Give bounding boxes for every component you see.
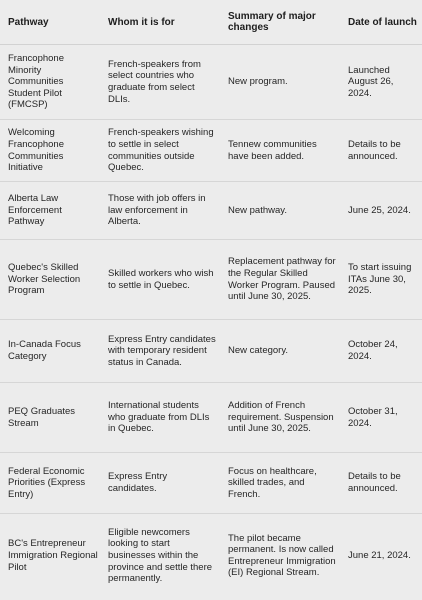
cell-summary: Focus on healthcare, skilled trades, and French. xyxy=(222,453,342,514)
cell-date: October 24, 2024. xyxy=(342,320,422,383)
cell-whom: Skilled workers who wish to settle in Quebec. xyxy=(102,240,222,320)
table-header xyxy=(0,0,422,45)
cell-whom: Express Entry candidates. xyxy=(102,453,222,514)
table-row xyxy=(0,120,422,182)
table-row xyxy=(0,182,422,240)
cell-whom: Express Entry candidates with temporary resident status in Canada. xyxy=(102,320,222,383)
header-whom: Whom it is for xyxy=(102,0,222,45)
table-row xyxy=(0,453,422,514)
cell-whom: French-speakers from select countries who graduate from select DLIs. xyxy=(102,45,222,120)
cell-summary: Tennew communities have been added. xyxy=(222,120,342,182)
cell-pathway: PEQ Graduates Stream xyxy=(0,383,102,453)
cell-pathway: Quebec's Skilled Worker Selection Program xyxy=(0,240,102,320)
cell-pathway: Federal Economic Priorities (Express Entry) xyxy=(0,453,102,514)
cell-summary: Addition of French requirement. Suspension until June 30, 2025. xyxy=(222,383,342,453)
cell-whom: French-speakers wishing to settle in select communities outside Quebec. xyxy=(102,120,222,182)
cell-summary: New pathway. xyxy=(222,182,342,240)
header-row xyxy=(0,0,422,45)
table-row xyxy=(0,514,422,598)
cell-date: June 21, 2024. xyxy=(348,549,411,561)
header-date: Date of launch xyxy=(342,0,422,45)
cell-whom: Eligible newcomers looking to start businesses within the province and settle there permanently. xyxy=(108,526,213,585)
cell-date: To start issuing ITAs June 30, 2025. xyxy=(342,240,422,320)
table-body xyxy=(0,45,422,598)
cell-date: June 25, 2024. xyxy=(342,182,422,240)
header-pathway: Pathway xyxy=(0,0,102,45)
cell-summary: New category. xyxy=(222,320,342,383)
table-row xyxy=(0,383,422,453)
cell-summary: New program. xyxy=(222,45,342,120)
cell-whom: Those with job offers in law enforcement in Alberta. xyxy=(102,182,222,240)
cell-pathway: BC's Entrepreneur Immigration Regional Pilot xyxy=(8,538,98,573)
table-row xyxy=(0,240,422,320)
cell-date: Launched August 26, 2024. xyxy=(342,45,422,120)
cell-pathway: Alberta Law Enforcement Pathway xyxy=(0,182,102,240)
table-row xyxy=(0,45,422,120)
cell-summary: The pilot became permanent. Is now called Entrepreneur Immigration (EI) Regional Stream. xyxy=(228,532,336,579)
cell-summary: Replacement pathway for the Regular Skilled Worker Program. Paused until June 30, 2025. xyxy=(222,240,342,320)
header-summary: Summary of major changes xyxy=(222,0,342,45)
cell-pathway: Welcoming Francophone Communities Initiative xyxy=(0,120,102,182)
cell-date: Details to be announced. xyxy=(342,453,422,514)
cell-pathway: In-Canada Focus Category xyxy=(0,320,102,383)
cell-whom: International students who graduate from DLIs in Quebec. xyxy=(102,383,222,453)
cell-pathway: Francophone Minority Communities Student Pilot (FMCSP) xyxy=(0,45,102,120)
cell-date: Details to be announced. xyxy=(342,120,422,182)
table-row xyxy=(0,320,422,383)
cell-date: October 31, 2024. xyxy=(342,383,422,453)
